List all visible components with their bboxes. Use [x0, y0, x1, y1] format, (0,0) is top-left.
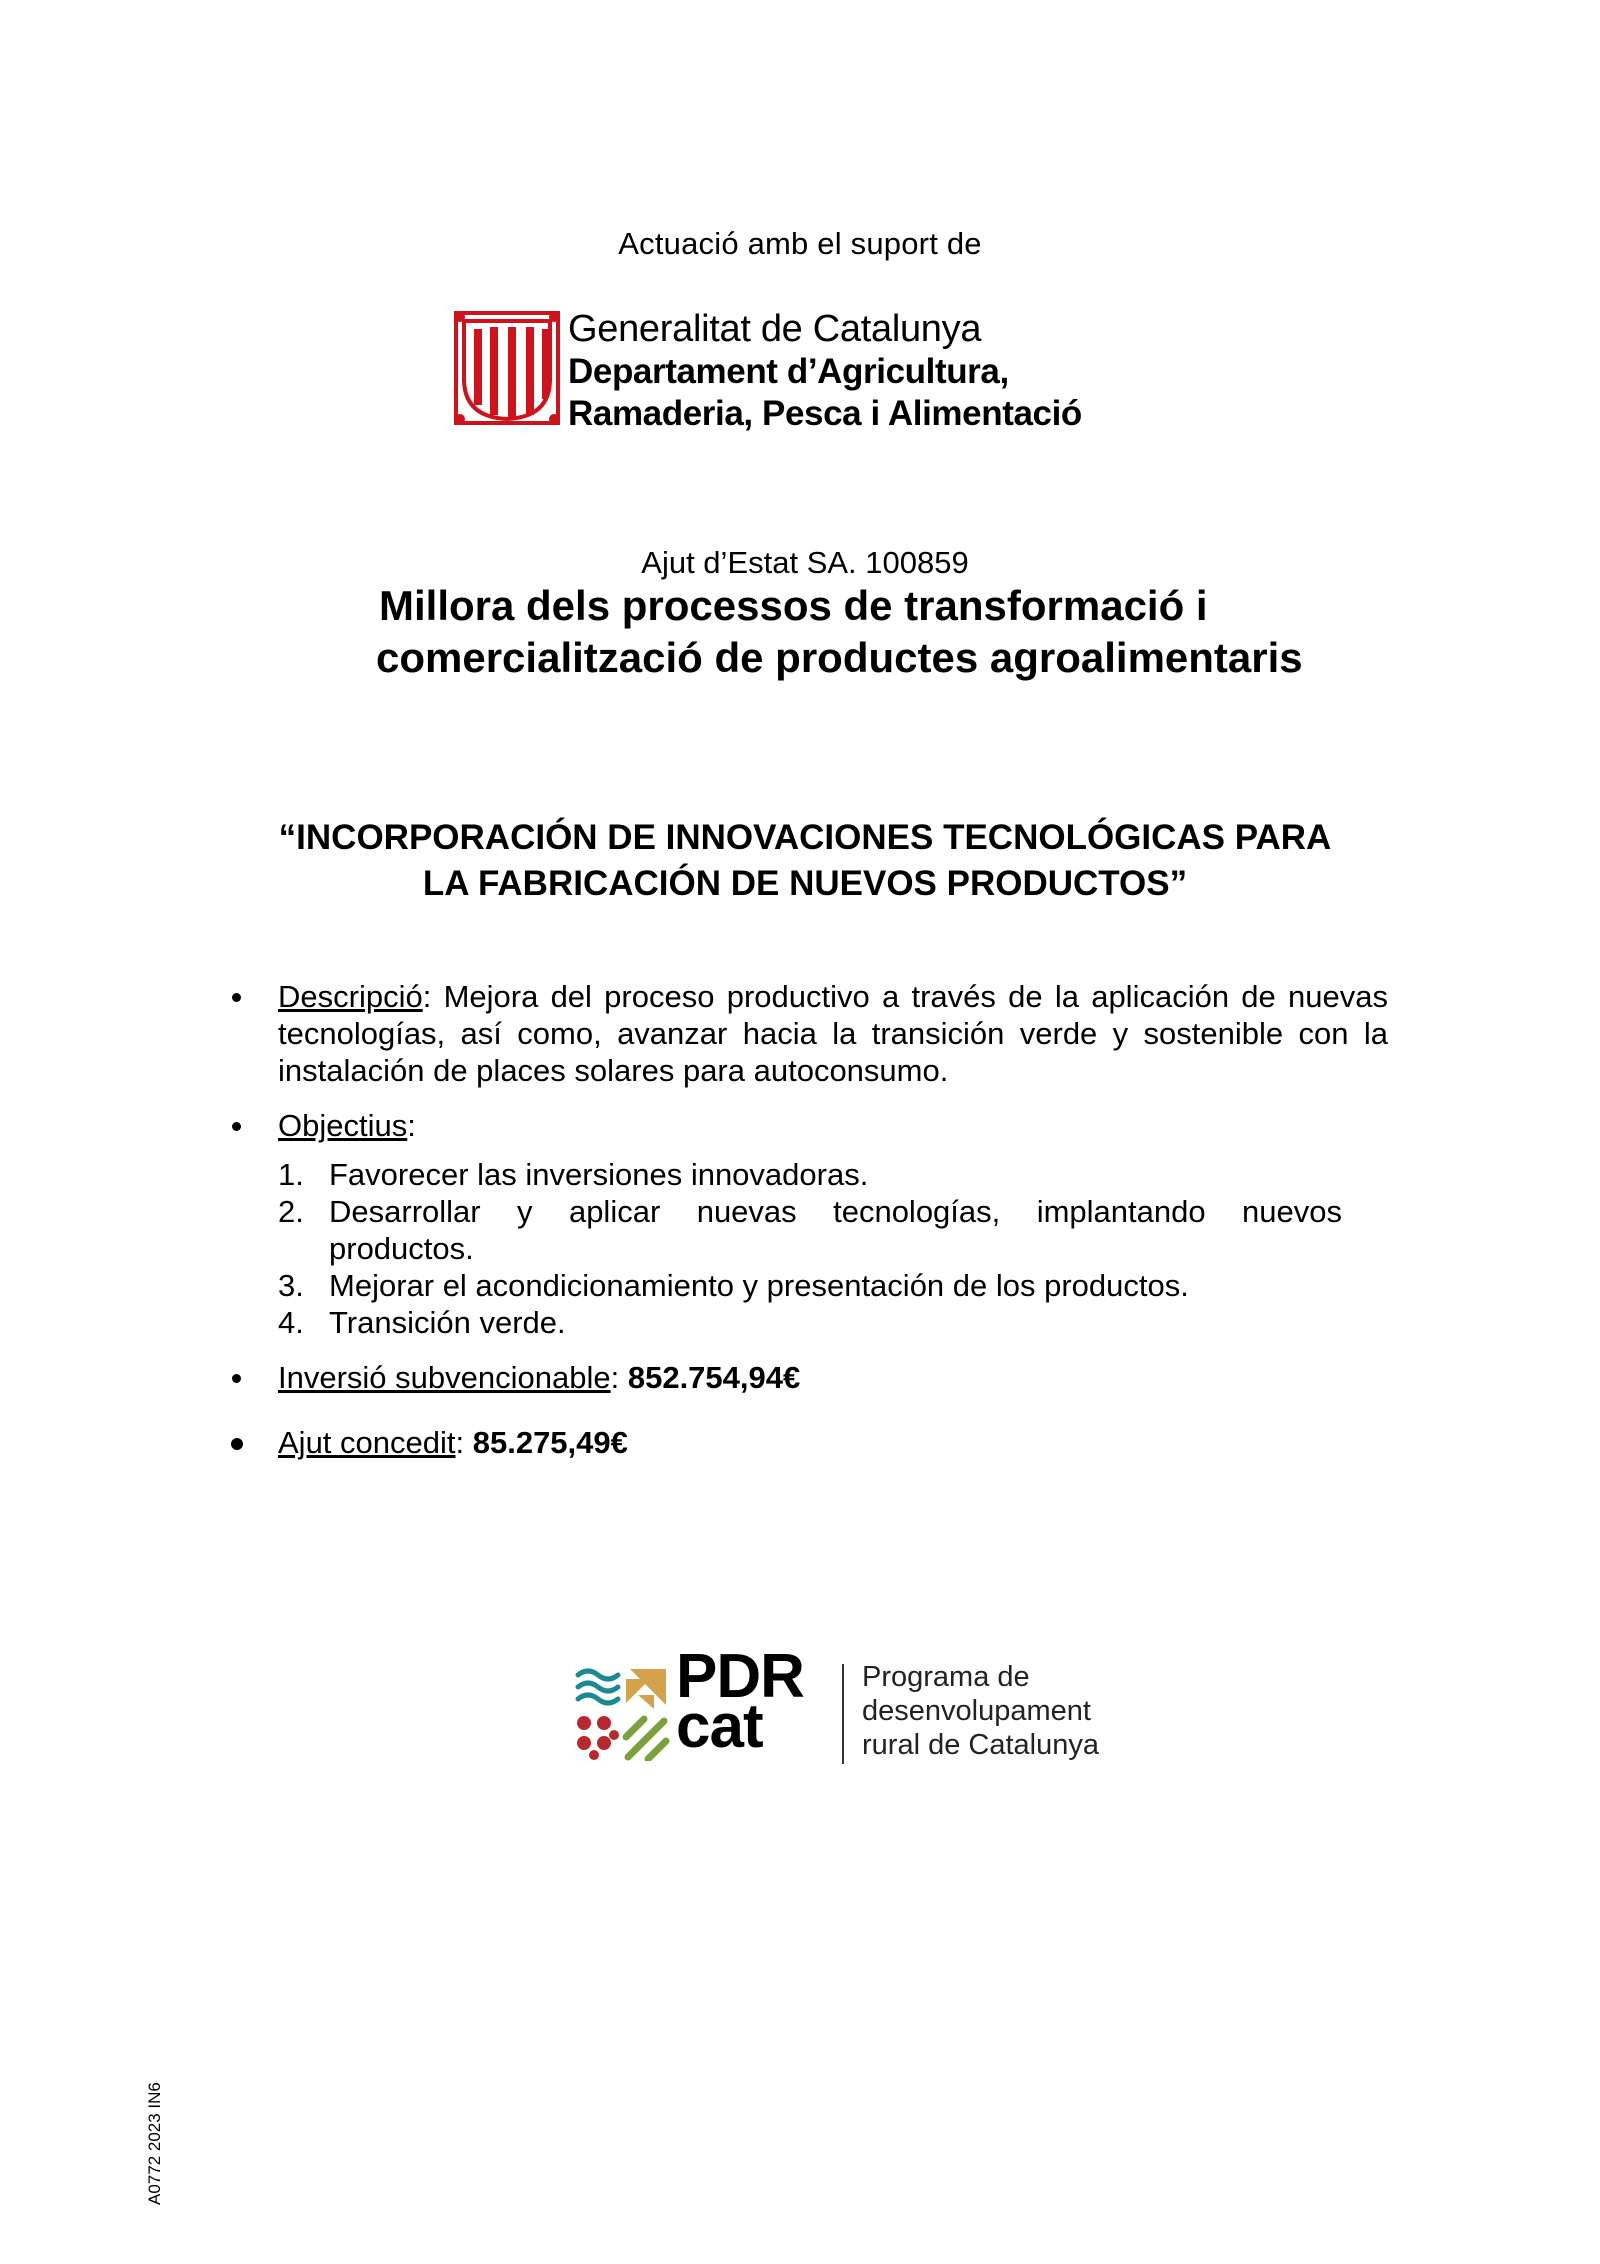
measure-title: [376, 580, 1376, 684]
list-item-number: 2.: [278, 1194, 304, 1229]
grant-item: [232, 1424, 1382, 1461]
pdr-wordmark-line-1: PDR: [676, 1642, 804, 1711]
department-line-1: Departament d’Agricultura,: [568, 352, 1009, 391]
list-item-text: Mejorar el acondicionamiento y presentación de los productos.: [329, 1268, 1189, 1303]
objectives-item: [232, 1107, 1382, 1144]
pdr-description-line-1: Programa de: [862, 1661, 1030, 1693]
investment-item: [232, 1359, 1382, 1396]
grant-label: Ajut concedit: [278, 1425, 456, 1460]
list-item: [232, 1304, 1342, 1341]
pdr-divider: [842, 1664, 844, 1764]
project-details: [232, 978, 1388, 1461]
pdr-description-line-3: rural de Catalunya: [862, 1729, 1099, 1761]
grant-value: 85.275,49€: [472, 1425, 628, 1460]
investment-separator: :: [610, 1360, 628, 1395]
support-text: Actuació amb el suport de: [618, 226, 982, 261]
description-label: Descripció: [278, 979, 423, 1014]
project-title: [200, 815, 1410, 907]
generalitat-logo-icon: [452, 309, 562, 427]
document-code: A0772 2023 IN6: [145, 2082, 164, 2205]
list-item-text-continued: productos.: [329, 1231, 474, 1266]
list-item: [232, 1267, 1342, 1304]
list-item-number: 3.: [278, 1268, 304, 1303]
project-title-line-1: “INCORPORACIÓN DE INNOVACIONES TECNOLÓGICAS PARA: [278, 818, 1332, 857]
pdr-logo-icon: [574, 1665, 670, 1761]
objectives-colon: :: [407, 1108, 416, 1143]
list-item: [232, 1156, 1342, 1193]
description-text: : Mejora del proceso productivo a través de la aplicación de nuevas tecnologías, así como, avanzar hacia la transición verde y sostenible con la instalación de places solares para autoconsumo.: [278, 979, 1388, 1088]
list-item: [232, 1193, 1342, 1267]
pdr-wordmark: [676, 1642, 826, 1761]
bullet-icon: [232, 1122, 241, 1131]
list-item-text: Favorecer las inversiones innovadoras.: [329, 1157, 869, 1192]
objectives-list: [232, 1156, 1382, 1341]
measure-title-line-1: Millora dels processos de transformació i: [379, 582, 1208, 629]
generalitat-name: Generalitat de Catalunya: [568, 308, 982, 350]
investment-value: 852.754,94€: [627, 1360, 801, 1395]
aid-reference: Ajut d’Estat SA. 100859: [641, 545, 969, 580]
bullet-icon: [232, 993, 241, 1002]
list-item-text: Transición verde.: [329, 1305, 566, 1340]
list-item-number: 4.: [278, 1305, 304, 1340]
list-item-text: Desarrollar y aplicar nuevas tecnologías, implantando nuevos: [329, 1194, 1342, 1229]
project-title-line-2: LA FABRICACIÓN DE NUEVOS PRODUCTOS”: [422, 864, 1188, 903]
description-paragraph: [278, 978, 1388, 1089]
bullet-icon: [231, 1438, 243, 1450]
objectives-label: Objectius: [278, 1108, 408, 1143]
grant-separator: :: [455, 1425, 473, 1460]
measure-title-line-2: comercialització de productes agroalimentaris: [376, 634, 1303, 681]
investment-label: Inversió subvencionable: [278, 1360, 611, 1395]
generalitat-text: [568, 310, 1268, 438]
bullet-icon: [232, 1374, 241, 1383]
pdr-wordmark-line-2: cat: [676, 1692, 763, 1761]
list-item-number: 1.: [278, 1157, 304, 1192]
description-item: [232, 978, 1388, 1089]
pdr-description: [862, 1660, 1182, 1762]
department-line-2: Ramaderia, Pesca i Alimentació: [568, 394, 1082, 433]
pdr-description-line-2: desenvolupament: [862, 1695, 1091, 1727]
